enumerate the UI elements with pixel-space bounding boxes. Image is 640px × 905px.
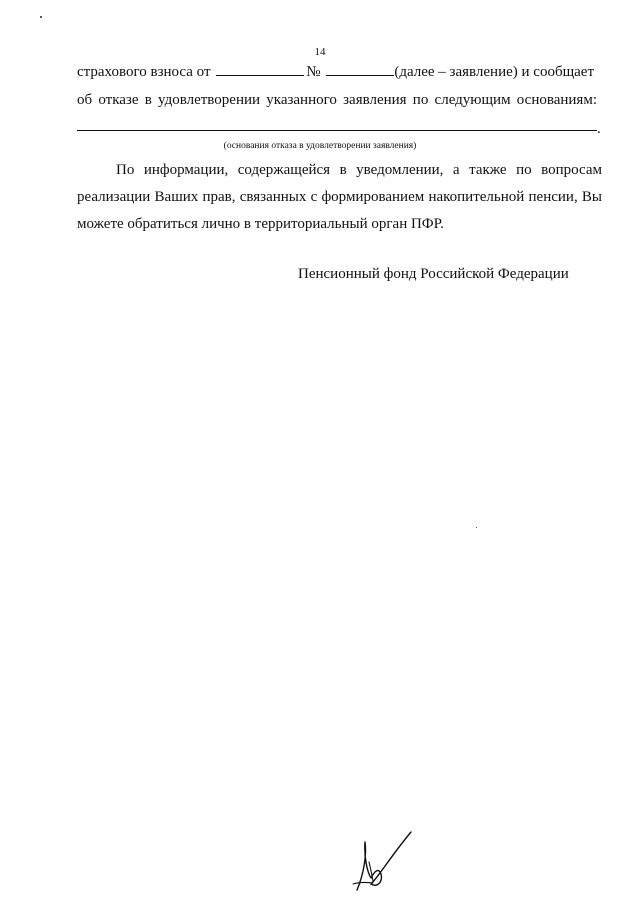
grounds-blank-line	[77, 130, 597, 131]
paragraph-line-1: По информации, содержащейся в уведомлении, а также по вопросам	[116, 162, 602, 178]
page-number: 14	[314, 46, 326, 58]
date-blank	[216, 63, 304, 76]
paragraph-line-2: реализации Ваших прав, связанных с формированием накопительной пенсии, Вы	[77, 189, 602, 205]
number-sign: №	[306, 64, 321, 80]
grounds-caption: (основания отказа в удовлетворении заявления)	[223, 141, 417, 151]
signatory: Пенсионный фонд Российской Федерации	[298, 266, 569, 282]
line-1-text-start: страхового взноса от	[77, 64, 211, 80]
document-line-2: об отказе в удовлетворении указанного заявления по следующим основаниям:	[77, 92, 597, 108]
number-blank	[326, 63, 394, 76]
scan-speck	[476, 527, 477, 528]
scan-speck	[40, 16, 42, 18]
document-line-1	[77, 63, 594, 81]
line-1-text-end: (далее – заявление) и сообщает	[394, 64, 595, 80]
signature-scribble	[345, 826, 420, 896]
grounds-line-period: .	[597, 121, 601, 137]
paragraph-line-3: можете обратиться лично в территориальный орган ПФР.	[77, 216, 444, 232]
